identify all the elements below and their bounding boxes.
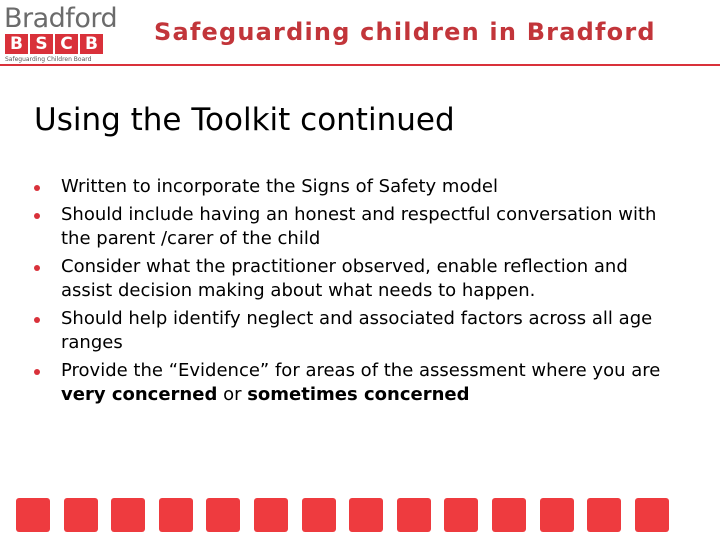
logo-letter: B [80, 34, 103, 54]
footer-square [349, 498, 383, 532]
bullet-text: Written to incorporate the Signs of Safety model [61, 176, 498, 197]
logo-subtitle: Safeguarding Children Board [5, 56, 92, 63]
footer-square [206, 498, 240, 532]
header-divider [0, 64, 720, 66]
footer-square [397, 498, 431, 532]
footer-square [64, 498, 98, 532]
banner-title: Safeguarding children in Bradford [154, 18, 656, 46]
logo-letter-blocks [5, 34, 103, 54]
logo-letter: C [55, 34, 78, 54]
bullet-text: Should help identify neglect and associated factors across all age ranges [61, 308, 653, 353]
footer-square [254, 498, 288, 532]
slide-title: Using the Toolkit continued [34, 102, 455, 138]
footer-square [540, 498, 574, 532]
footer-square [159, 498, 193, 532]
footer-square [444, 498, 478, 532]
bullet-emphasis: sometimes concerned [247, 384, 470, 405]
bullet-marker [34, 265, 40, 271]
bullet-text: Consider what the practitioner observed, enable reflection and assist decision making about what needs to happen. [61, 256, 628, 301]
logo-letter: B [5, 34, 28, 54]
bullet-marker [34, 185, 40, 191]
bullet-marker [34, 369, 40, 375]
bullet-item [34, 307, 674, 355]
bullet-item [34, 203, 674, 251]
bullet-emphasis: very concerned [61, 384, 218, 405]
bullet-text: Should include having an honest and respectful conversation with the parent /carer of the child [61, 204, 657, 249]
footer-decoration [16, 498, 669, 532]
bullet-text: or [217, 384, 248, 405]
bullet-item [34, 359, 674, 407]
footer-square [16, 498, 50, 532]
bullet-marker [34, 317, 40, 323]
footer-square [635, 498, 669, 532]
header [0, 0, 720, 66]
footer-square [587, 498, 621, 532]
logo-wordmark: Bradford [4, 3, 118, 34]
bullet-list [34, 175, 674, 411]
footer-square [492, 498, 526, 532]
footer-square [302, 498, 336, 532]
bullet-item [34, 175, 674, 199]
bullet-item [34, 255, 674, 303]
logo-letter: S [30, 34, 53, 54]
bscb-logo [4, 3, 118, 64]
footer-square [111, 498, 145, 532]
bullet-marker [34, 213, 40, 219]
bullet-text: Provide the “Evidence” for areas of the assessment where you are [61, 360, 661, 381]
